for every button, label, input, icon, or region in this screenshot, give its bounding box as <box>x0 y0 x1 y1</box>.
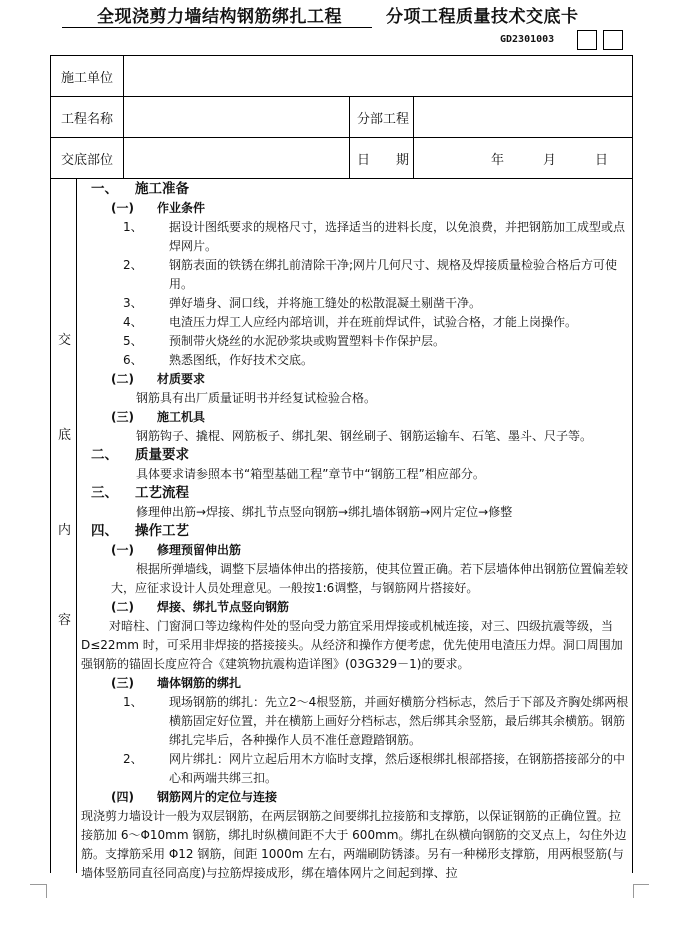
paragraph: 对暗柱、门窗洞口等边缘构件处的竖向受力筋宜采用焊接或机械连接，对三、四级抗震等级，当 D≤22mm 时，可采用非焊接的搭接接头。从经济和操作方便考虑，优先使用电渣压力焊。洞口周围加强钢筋的锚固长度应符合《建筑物抗震构造详图》(03G329－1)的要求。 <box>81 619 623 671</box>
subproject-field[interactable] <box>414 97 632 137</box>
checkbox-1[interactable] <box>577 30 597 50</box>
subsection-heading: (一) 修理预留伸出筋 <box>111 543 242 557</box>
unit-label: 施工单位 <box>61 70 114 86</box>
document-title <box>62 2 579 28</box>
project-label: 工程名称 <box>61 111 114 127</box>
list-item: 2、 钢筋表面的铁锈在绑扎前清除干净;网片几何尺寸、规格及焊接质量检验合格后方可使用。 <box>123 258 618 291</box>
subsection-heading: (一) 作业条件 <box>111 201 206 215</box>
checkbox-2[interactable] <box>603 30 623 50</box>
list-item: 2、 网片绑扎：网片立起后用木方临时支撑，然后逐根绑扎根部搭接，在钢筋搭接部分的中心和两端共绑三扣。 <box>123 752 626 785</box>
paragraph: 钢筋具有出厂质量证明书并经复试检验合格。 <box>136 391 377 405</box>
paragraph: 现浇剪力墙设计一般为双层钢筋，在两层钢筋之间要绑扎拉接筋和支撑筋，以保证钢筋的正确位置。拉接筋加 6～Φ10mm 钢筋，绑扎时纵横间距不大于 600mm。绑扎在纵横向钢筋的交叉点上，勾住外边筋。支撑筋采用 Φ12 钢筋，间距 1000m 左右，两端刷防锈漆。另有一种梯形支撑筋，用两根竖筋(与墙体竖筋同直径同高度)与拉筋焊接成形，绑在墙体网片之间起到撑、拉 <box>81 809 627 880</box>
project-row <box>51 97 632 138</box>
page-corner-mark <box>30 884 46 886</box>
title-right: 分项工程质量技术交底卡 <box>386 7 579 27</box>
list-item: 5、 预制带火烧丝的水泥砂浆块或购置塑料卡作保护层。 <box>123 334 446 348</box>
project-field[interactable] <box>124 97 349 137</box>
part-label: 交底部位 <box>61 152 114 168</box>
section-heading: 二、 质量要求 <box>91 447 189 463</box>
list-item: 1、 现场钢筋的绑扎：先立2～4根竖筋，并画好横筋分档标志，然后于下部及齐胸处绑两根横筋固定好位置，并在横筋上画好分档标志，然后绑其余竖筋，最后绑其余横筋。钢筋绑扎完毕后，各种操作人员不准任意蹬踏钢筋。 <box>123 695 629 747</box>
title-left: 全现浇剪力墙结构钢筋绑扎工程 <box>62 2 372 28</box>
subsection-heading: (三) 墙体钢筋的绑扎 <box>111 676 242 690</box>
list-item: 4、 电渣压力焊工人应经内部培训，并在班前焊试件，试验合格，才能上岗操作。 <box>123 315 578 329</box>
unit-field[interactable] <box>124 56 632 96</box>
subsection-heading: (三) 施工机具 <box>111 410 206 424</box>
page-corner-mark <box>633 884 650 898</box>
side-char-3: 内 <box>58 523 72 538</box>
date-label: 日 期 <box>357 152 410 168</box>
form-table <box>50 55 633 880</box>
list-item: 1、 据设计图纸要求的规格尺寸，选择适当的进料长度，以免浪费，并把钢筋加工成型或点焊网片。 <box>123 220 626 253</box>
side-char-2: 底 <box>58 428 72 443</box>
side-char-4: 容 <box>58 613 72 628</box>
paragraph: 修理伸出筋→焊接、绑扎节点竖向钢筋→绑扎墙体钢筋→网片定位→修整 <box>136 505 513 519</box>
section-heading: 一、 施工准备 <box>91 181 189 197</box>
page-corner-mark <box>30 884 47 898</box>
paragraph: 根据所弹墙线，调整下层墙体伸出的搭接筋，使其位置正确。若下层墙体伸出钢筋位置偏差较大，应征求设计人员处理意见。一般按1:6调整，与钢筋网片搭接好。 <box>111 562 629 595</box>
date-field[interactable]: 年 月 日 <box>491 152 609 168</box>
subsection-heading: (二) 材质要求 <box>111 372 206 386</box>
subsection-heading: (二) 焊接、绑扎节点竖向钢筋 <box>111 600 290 614</box>
document-code: GD2301003 <box>500 34 555 45</box>
page-corner-mark <box>633 884 649 886</box>
section-heading: 四、 操作工艺 <box>91 523 189 539</box>
part-field[interactable] <box>124 138 349 178</box>
side-label-column <box>51 179 77 873</box>
subproject-label: 分部工程 <box>357 111 410 127</box>
list-item: 3、 弹好墙身、洞口线，并将施工缝处的松散混凝土剔凿干净。 <box>123 296 482 310</box>
paragraph: 钢筋钩子、撬棍、网筋板子、绑扎架、钢丝刷子、钢筋运输车、石笔、墨斗、尺子等。 <box>136 429 593 443</box>
part-row <box>51 138 632 179</box>
paragraph: 具体要求请参照本书“箱型基础工程”章节中“钢筋工程”相应部分。 <box>136 467 485 481</box>
list-item: 6、 熟悉图纸，作好技术交底。 <box>123 353 314 367</box>
subsection-heading: (四) 钢筋网片的定位与连接 <box>111 790 278 804</box>
side-char-1: 交 <box>58 333 72 348</box>
unit-row <box>51 56 632 97</box>
section-heading: 三、 工艺流程 <box>91 485 189 501</box>
content-body <box>81 180 629 883</box>
